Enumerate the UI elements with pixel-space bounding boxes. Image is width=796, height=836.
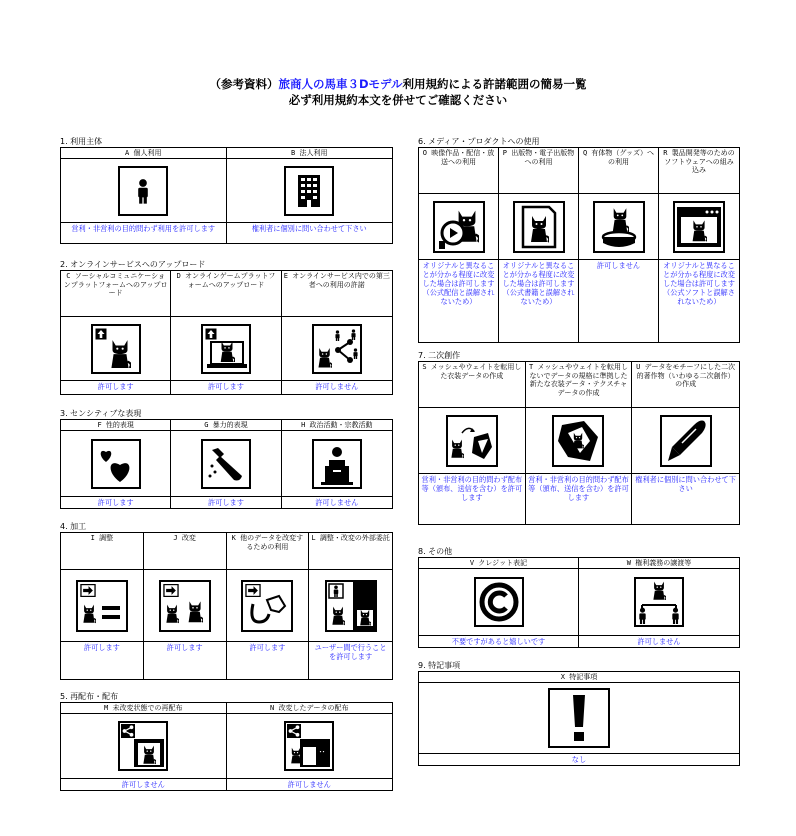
title-suffix: 利用規約による許諾範囲の簡易一覧 [402,77,587,91]
cell-text: 許可します [249,643,286,652]
distribute-modified-icon [284,721,334,771]
cell-header: D オンラインゲームプラットフォームへのアップロード [171,271,280,317]
redistribute-icon [118,721,168,771]
cell-credit [419,558,579,647]
cell-text: 許可しません [315,498,359,507]
cell-corporate-use [227,148,393,243]
cell-header: X 特記事項 [419,672,739,683]
cell-header: H 政治活動・宗教活動 [282,420,392,431]
cell-text: 許可しません [121,780,165,790]
section-1-usage-subject [60,137,393,244]
section-label: 7. 二次創作 [418,351,461,360]
cell-text: 許可しません [637,637,681,647]
modify-icon [159,580,211,632]
section-9-special-notes [418,661,740,766]
section-2-online-upload [60,260,393,395]
publication-icon [513,201,565,253]
cell-text: 許可します [166,643,203,652]
cell-goods [579,148,659,342]
cell-political [282,420,392,508]
section-label: 1. 利用主体 [60,137,103,146]
cell-text: 許可します [207,498,244,507]
cell-mesh-reuse [419,362,526,524]
exclamation-icon [548,688,610,748]
cell-header: U データをモチーフにした二次的著作物（いわゆる二次創作）の作成 [632,362,739,408]
mesh-reuse-icon [446,415,498,467]
cell-sexual [61,420,171,508]
pen-icon [660,415,712,467]
cell-third-party-license [282,271,392,394]
cell-header: T メッシュやウェイトを転用しないでデータの規格に準拠した新たな衣装データ・テクスチャデータの作成 [526,362,632,408]
person-icon [118,166,168,216]
title-model-name: 旅商人の馬車３Dモデル [278,77,403,91]
cell-header: J 改変 [144,533,226,570]
cell-new-costume [526,362,633,524]
page-title [0,76,796,108]
cell-software [659,148,739,342]
cell-game-upload [171,271,281,394]
cell-text: ユーザー間で行うことを許可します [314,643,387,661]
cell-text: 許可しません [596,261,641,270]
cell-distribute-modified [227,703,393,790]
cell-video [419,148,499,342]
section-label: 6. メディア・プロダクトへの使用 [418,137,540,146]
title-line-2: 必ず利用規約本文を併せてご確認ください [288,93,508,107]
section-label: 4. 加工 [60,522,87,531]
cell-outsource [309,533,392,679]
cell-text: 不要ですがあると嬉しいです [451,637,546,647]
podium-icon [312,439,362,489]
section-5-redistribution [60,692,393,791]
copyright-icon [474,577,524,627]
cell-fan-work [632,362,739,524]
cell-header: I 調整 [61,533,143,570]
cell-redistribute [61,703,227,790]
cell-text: 権利者に個別に問い合わせて下さい [251,224,367,233]
cell-text: 営利・非営利の目的問わず利用を許可します [71,224,216,233]
software-icon [673,201,725,253]
cell-header: P 出版物・電子出版物への利用 [499,148,578,194]
cell-text: 許可します [97,382,134,391]
section-label: 9. 特記事項 [418,661,461,670]
cell-header: V クレジット表記 [419,558,578,569]
section-7-derivative [418,351,740,525]
title-prefix: （参考資料） [209,77,279,91]
cell-header: G 暴力的表現 [171,420,280,431]
cell-social-upload [61,271,171,394]
cell-header: L 調整・改変の外部委託 [309,533,392,570]
adjust-icon [76,580,128,632]
cell-header: Q 有体物（グッズ）への利用 [579,148,658,194]
cell-header: O 映像作品・配信・放送への利用 [419,148,498,194]
cell-header: W 権利義務の譲渡等 [579,558,739,569]
cell-header: S メッシュやウェイトを転用した衣装データの作成 [419,362,525,408]
section-label: 5. 再配布・配布 [60,692,119,701]
upload-game-icon [201,324,251,374]
cell-header: K 他のデータを改変するための利用 [227,533,309,570]
cell-adjust [61,533,144,679]
cell-text: 許可しません [315,382,359,391]
cell-header: E オンラインサービス内での第三者への利用の許諾 [282,271,392,317]
section-label: 3. センシティブな表現 [60,409,142,418]
transfer-icon [634,577,684,627]
cell-header: F 性的表現 [61,420,170,431]
title-line-1 [0,76,796,92]
video-icon [433,201,485,253]
section-label: 8. その他 [418,547,453,556]
cell-text: 許可します [207,382,244,391]
hearts-icon [91,439,141,489]
cell-text: 営利・非営利の目的問わず配布等（頒布、送信を含む）を許可します [421,475,523,502]
cell-text: オリジナルと異なることが分かる程度に改変した場合は許可します（公式配信と誤解されないため） [422,261,495,306]
section-3-sensitive [60,409,393,509]
cell-text: 許可します [83,643,120,652]
cell-header: B 法人利用 [227,148,393,159]
goods-icon [593,201,645,253]
cell-header: A 個人利用 [61,148,226,159]
building-icon [284,166,334,216]
knife-icon [201,439,251,489]
cell-text: オリジナルと異なることが分かる程度に改変した場合は許可します（公式ソフトと誤解されないため） [663,261,735,306]
cell-header: N 改変したデータの配布 [227,703,393,714]
section-label: 2. オンラインサービスへのアップロード [60,260,206,269]
cell-personal-use [61,148,227,243]
cell-transfer [579,558,739,647]
cell-modify [144,533,227,679]
cell-header: C ソーシャルコミュニケーションプラットフォームへのアップロード [61,271,170,317]
share-users-icon [312,324,362,374]
cell-other-data [227,533,310,679]
section-6-media [418,137,740,343]
cell-publication [499,148,579,342]
cell-header: M 未改変状態での再配布 [61,703,226,714]
section-8-other [418,547,740,648]
cell-text: 許可しません [287,780,331,790]
cell-text: 権利者に個別に問い合わせて下さい [635,475,736,493]
upload-cat-icon [91,324,141,374]
cell-text: なし [571,755,587,765]
cell-text: 営利・非営利の目的問わず配布等（頒布、送信を含む）を許可します [528,475,629,502]
other-data-icon [241,580,293,632]
cell-text: オリジナルと異なることが分かる程度に改変した場合は許可します（公式書籍と誤解されないため） [502,261,575,306]
cell-text: 許可します [97,498,134,507]
cell-header: R 製品開発等のためのソフトウェアへの組み込み [659,148,739,194]
new-costume-icon [552,415,604,467]
cell-violent [171,420,281,508]
cell-special-notes [419,672,739,765]
section-4-processing [60,522,393,680]
outsource-icon [325,580,377,632]
